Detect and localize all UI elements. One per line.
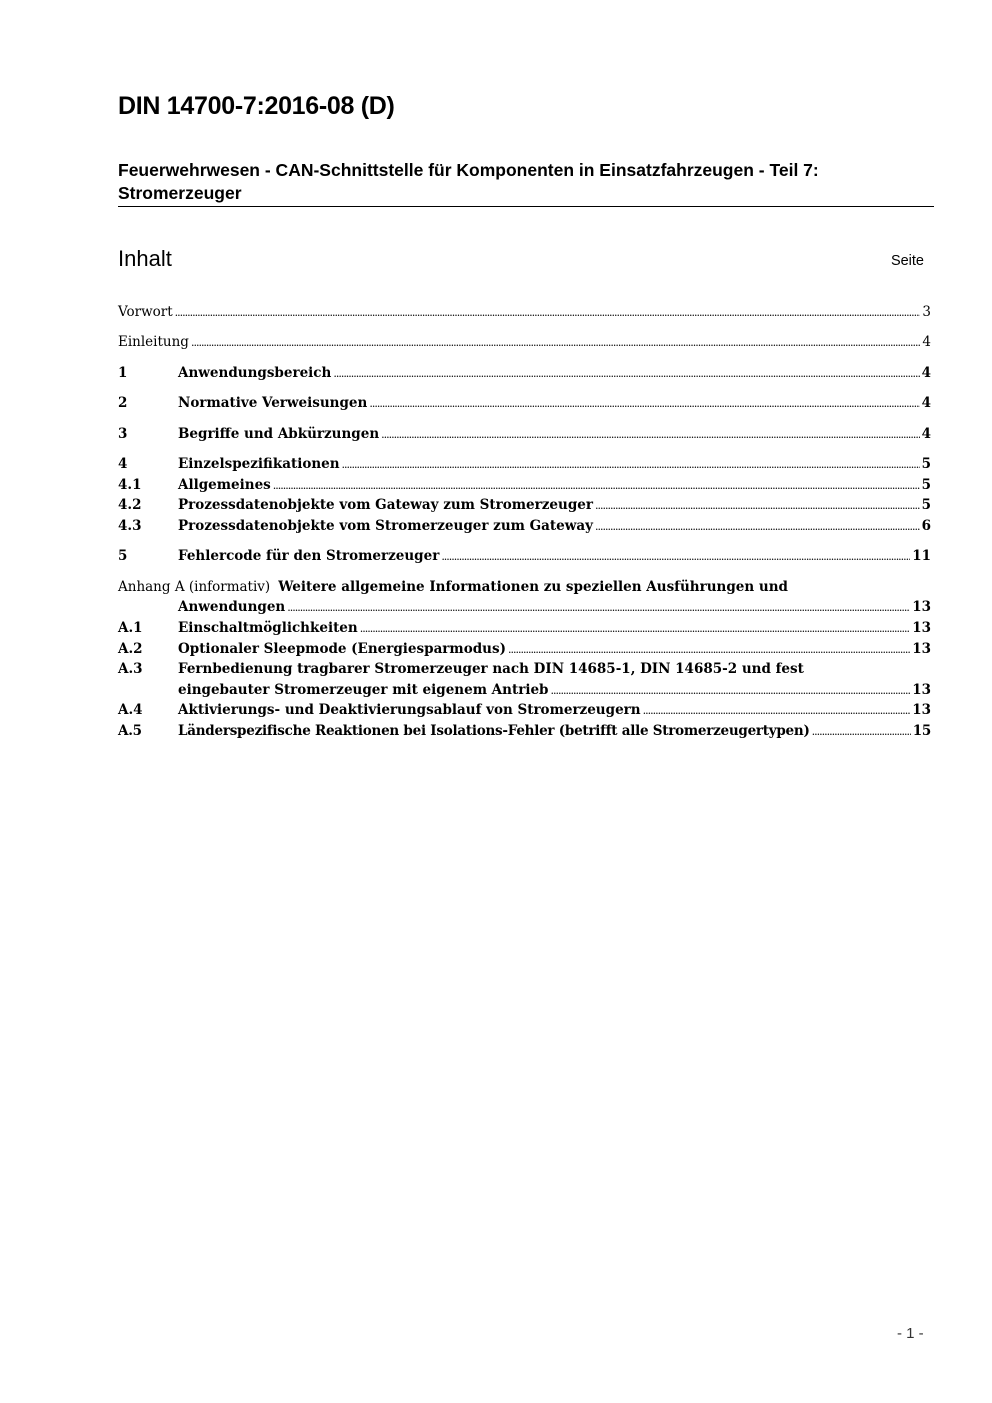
toc-page-label: Seite [890,253,924,269]
page-number: - 1 - [897,1325,924,1342]
toc-entry-title: Länderspezifische Reaktionen bei Isolations-Fehler (betrifft alle Stromerzeugertypen) [178,723,810,739]
toc-entry-number: A.5 [118,723,142,739]
toc-entry-title: Prozessdatenobjekte vom Stromerzeuger zum Gateway [178,518,593,534]
title-divider [118,206,934,207]
toc-entry-a-5[interactable] [118,721,931,741]
toc-entry-a-1[interactable] [118,618,931,638]
toc-entry-page: 3 [922,304,931,320]
toc-leader [595,496,920,516]
toc-entry-a-2[interactable] [118,639,931,659]
toc-entry-title: Optionaler Sleepmode (Energiesparmodus) [178,641,506,657]
toc-entry-a-3-cont[interactable] [118,680,931,700]
toc-entry-4[interactable] [118,454,931,474]
toc-leader [643,701,911,721]
toc-entry-page: 13 [912,599,931,615]
toc-entry-page: 11 [912,548,931,564]
toc-leader [333,364,919,384]
toc-entry-page: 6 [921,518,931,534]
toc-entry-number: 3 [118,426,128,442]
toc-entry-page: 15 [912,723,931,739]
toc-entry-page: 5 [921,456,931,472]
document-title: DIN 14700-7:2016-08 (D) [118,92,395,120]
toc-leader [287,598,910,618]
toc-entry-number: A.2 [118,641,143,657]
toc-entry-title: Weitere allgemeine Informationen zu speziellen Ausführungen und [278,579,788,595]
toc-entry-page: 4 [921,395,931,411]
toc-entry-title-cont: eingebauter Stromerzeuger mit eigenem Antrieb [178,682,549,698]
toc-entry-anhang-a[interactable] [118,577,931,597]
toc-entry-number: 4.1 [118,477,142,493]
toc-leader [508,640,910,660]
toc-entry-number: A.4 [118,702,143,718]
toc-entry-page: 4 [921,426,931,442]
toc-entry-title: Anwendungsbereich [178,365,332,381]
toc-entry-page: 13 [912,620,931,636]
toc-entry-title: Einzelspezifikationen [178,456,340,472]
toc-entry-title: Allgemeines [178,477,271,493]
toc-entry-title: Aktivierungs- und Deaktivierungsablauf von Stromerzeugern [178,702,641,718]
toc-entry-title: Vorwort [118,304,173,320]
toc-entry-page: 13 [912,682,931,698]
toc-entry-5[interactable] [118,546,931,566]
toc-entry-title: Fernbedienung tragbarer Stromerzeuger nach DIN 14685-1, DIN 14685-2 und fest [178,661,804,677]
toc-entry-number: A.3 [118,661,143,677]
toc-entry-title: Begriffe und Abkürzungen [178,426,380,442]
toc-entry-4-2[interactable] [118,495,931,515]
toc-entry-1[interactable] [118,363,931,383]
toc-entry-number: Anhang A (informativ) [118,579,271,595]
toc-leader [360,619,910,639]
toc-entry-number: 4 [118,456,128,472]
toc-entry-number: 1 [118,365,128,381]
toc-entry-page: 13 [912,702,931,718]
toc-leader [550,681,910,701]
toc-entry-page: 4 [921,365,931,381]
toc-entry-page: 5 [921,497,931,513]
document-subtitle: Feuerwehrwesen - CAN-Schnittstelle für Komponenten in Einsatzfahrzeugen - Teil 7: Stromerzeuger [118,160,819,203]
toc-leader [175,303,921,323]
toc-entry-page: 5 [921,477,931,493]
toc-entry-4-3[interactable] [118,516,931,536]
toc-entry-title: Prozessdatenobjekte vom Gateway zum Stromerzeuger [178,497,593,513]
toc-entry-number: A.1 [118,620,143,636]
toc-entry-title: Einleitung [118,334,189,350]
toc-leader [812,722,911,742]
toc-leader [595,517,920,537]
toc-entry-einleitung[interactable] [118,332,931,352]
toc-entry-title: Normative Verweisungen [178,395,368,411]
toc-entry-page: 13 [912,641,931,657]
toc-entry-4-1[interactable] [118,475,931,495]
toc-entry-3[interactable] [118,424,931,444]
toc-entry-number: 4.2 [118,497,142,513]
toc-leader [273,476,920,496]
toc-entry-number: 2 [118,395,128,411]
toc-leader [191,333,920,353]
toc-heading: Inhalt [118,246,172,271]
toc-entry-vorwort[interactable] [118,302,931,322]
toc-entry-anhang-a-cont[interactable] [118,597,931,617]
toc-entry-title: Einschaltmöglichkeiten [178,620,358,636]
toc-leader [369,394,919,414]
toc-entry-number: 5 [118,548,128,564]
toc-entry-title: Fehlercode für den Stromerzeuger [178,548,440,564]
toc-entry-title-cont: Anwendungen [178,599,286,615]
toc-leader [342,455,920,475]
toc-entry-a-3[interactable] [118,659,931,679]
toc-leader [381,425,919,445]
toc-entry-page: 4 [922,334,931,350]
toc-entry-2[interactable] [118,393,931,413]
toc-entry-a-4[interactable] [118,700,931,720]
toc-entry-number: 4.3 [118,518,142,534]
toc-leader [441,547,910,567]
